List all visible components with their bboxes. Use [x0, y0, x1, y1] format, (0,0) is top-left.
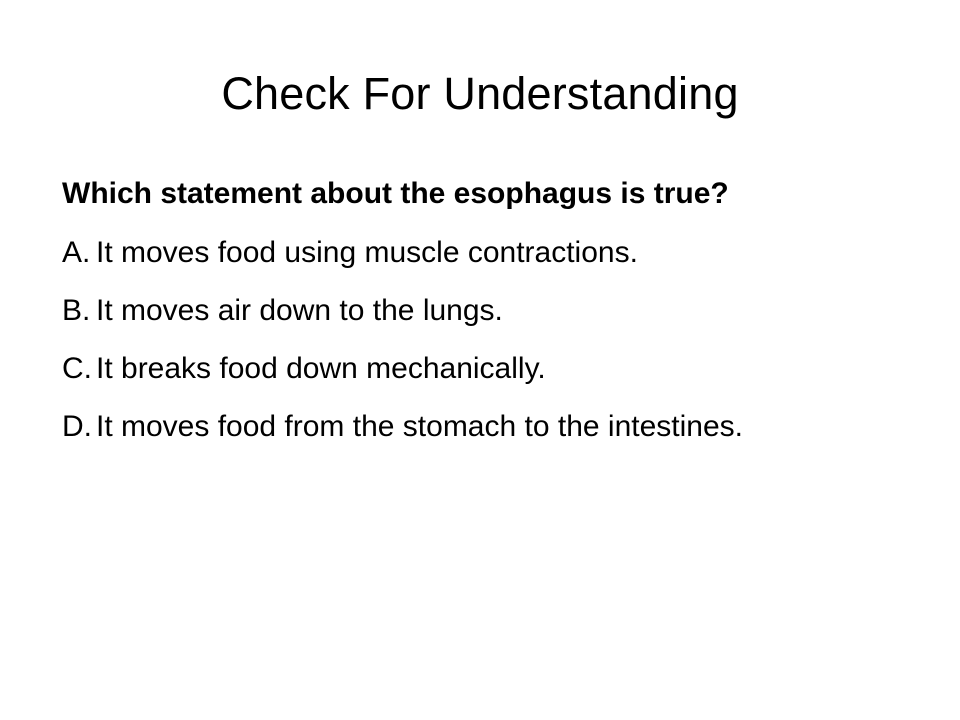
option-letter: D.: [62, 410, 92, 443]
answer-option-d: [62, 409, 902, 445]
option-text: It moves food from the stomach to the intestines.: [96, 410, 743, 443]
option-letter: A.: [62, 236, 91, 269]
answer-option-a: [62, 235, 902, 271]
option-text: It moves air down to the lungs.: [96, 294, 503, 327]
option-text: It breaks food down mechanically.: [96, 352, 546, 385]
slide-body: [62, 176, 902, 467]
answer-option-c: [62, 351, 902, 387]
answer-options-list: [62, 235, 902, 445]
option-letter: B.: [62, 294, 91, 327]
slide-title: Check For Understanding: [221, 68, 739, 119]
answer-option-b: [62, 293, 902, 329]
option-letter: C.: [62, 352, 92, 385]
option-text: It moves food using muscle contractions.: [96, 236, 638, 269]
question-text: Which statement about the esophagus is true?: [62, 177, 729, 210]
